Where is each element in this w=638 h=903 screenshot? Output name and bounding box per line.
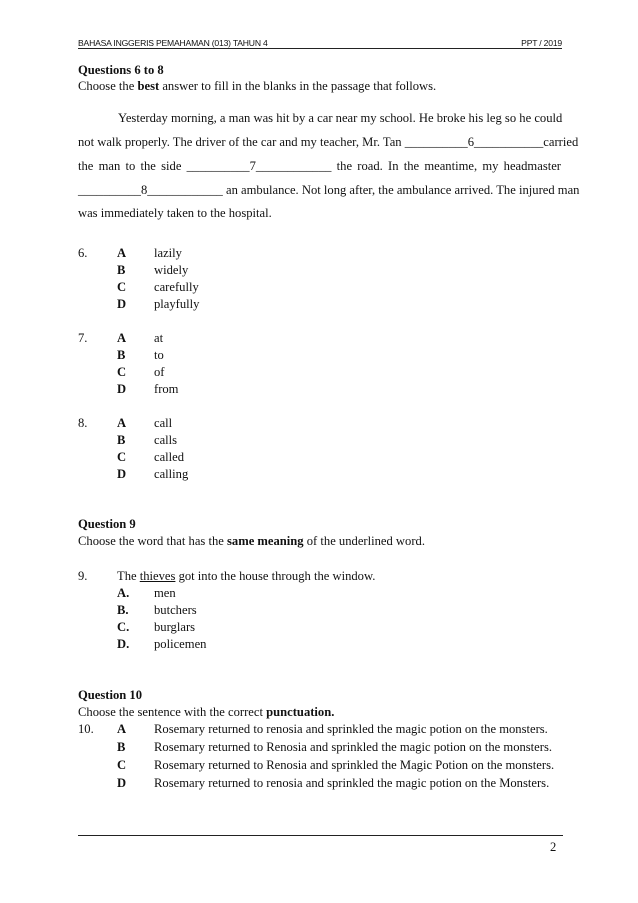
option-letter: D [117, 382, 127, 396]
option-text: Rosemary returned to Renosia and sprinkled the Magic Potion on the monsters. [154, 758, 555, 772]
option-letter: B. [117, 603, 129, 617]
option-text: men [154, 586, 176, 600]
option-letter: B [117, 348, 126, 362]
question-number-8: 8. [78, 416, 88, 430]
option-letter: A. [117, 586, 130, 600]
option-text: call [154, 416, 173, 430]
passage-line-4: __________8____________ an ambulance. Not long after, the ambulance arrived. The injured man [78, 183, 580, 197]
passage-line-2: not walk properly. The driver of the car and my teacher, Mr. Tan __________6___________carried [78, 135, 579, 149]
option-letter: C [117, 450, 127, 464]
option-text: playfully [154, 297, 200, 311]
question-9-sentence: The thieves got into the house through the window. [117, 569, 376, 583]
option-text: burglars [154, 620, 196, 634]
option-letter: D [117, 776, 127, 790]
passage-line-5: was immediately taken to the hospital. [78, 206, 272, 220]
option-letter: C [117, 280, 127, 294]
header-paper: PPT / 2019 [521, 38, 562, 48]
option-text: of [154, 365, 165, 379]
passage-line-1: Yesterday morning, a man was hit by a car near my school. He broke his leg so he could [118, 111, 563, 125]
section-heading-10: Question 10 [78, 688, 143, 702]
header-divider [78, 48, 562, 49]
option-letter: C [117, 365, 127, 379]
option-letter: A [117, 331, 127, 345]
section-instruction-9: Choose the word that has the same meaning of the underlined word. [78, 534, 425, 548]
option-text: Rosemary returned to Renosia and sprinkled the magic potion on the monsters. [154, 740, 553, 754]
question-number-10: 10. [78, 722, 94, 736]
option-text: widely [154, 263, 189, 277]
footer-divider [78, 835, 563, 836]
question-number-9: 9. [78, 569, 88, 583]
question-number-6: 6. [78, 246, 88, 260]
underlined-word: thieves [139, 569, 176, 583]
option-letter: D. [117, 637, 130, 651]
option-text: calls [154, 433, 178, 447]
option-text: Rosemary returned to renosia and sprinkled the magic potion on the Monsters. [154, 776, 550, 790]
option-letter: C [117, 758, 127, 772]
option-letter: C. [117, 620, 130, 634]
option-letter: A [117, 416, 127, 430]
option-letter: D [117, 297, 127, 311]
option-text: calling [154, 467, 189, 481]
option-text: to [154, 348, 164, 362]
option-letter: A [117, 722, 127, 736]
option-text: at [154, 331, 164, 345]
section-heading-9: Question 9 [78, 517, 136, 531]
option-letter: A [117, 246, 127, 260]
option-text: carefully [154, 280, 199, 294]
option-letter: D [117, 467, 127, 481]
option-text: butchers [154, 603, 197, 617]
option-letter: B [117, 263, 126, 277]
passage-line-3: the man to the side __________7____________ the road. In the meantime, my headmaster [78, 159, 561, 173]
page-number: 2 [550, 840, 557, 854]
section-heading-6-8: Questions 6 to 8 [78, 63, 164, 77]
option-text: from [154, 382, 179, 396]
question-number-7: 7. [78, 331, 88, 345]
option-text: Rosemary returned to renosia and sprinkled the magic potion on the monsters. [154, 722, 548, 736]
option-text: policemen [154, 637, 207, 651]
option-text: lazily [154, 246, 182, 260]
section-instruction-10: Choose the sentence with the correct punctuation. [78, 705, 335, 719]
option-letter: B [117, 740, 126, 754]
section-instruction-6-8: Choose the best answer to fill in the blanks in the passage that follows. [78, 79, 437, 93]
option-text: called [154, 450, 185, 464]
option-letter: B [117, 433, 126, 447]
header-subject: BAHASA INGGERIS PEMAHAMAN (013) TAHUN 4 [78, 38, 268, 48]
